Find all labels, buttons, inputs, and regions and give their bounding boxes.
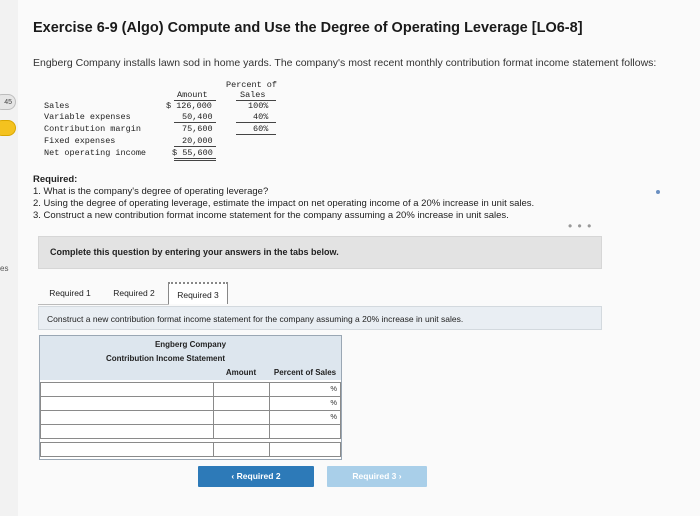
row-label: Contribution margin [44, 124, 141, 134]
percent-sign: % [330, 384, 337, 393]
row-percent-input[interactable] [269, 424, 341, 439]
row-amount-input[interactable] [213, 382, 270, 397]
tab-baseline [38, 304, 169, 305]
required-item-3: 3. Construct a new contribution format income statement for the company assuming a 20% increase in unit sales. [33, 210, 509, 221]
required-item-1: 1. What is the company's degree of operating leverage? [33, 186, 269, 197]
subtotal-rule [236, 122, 276, 123]
complete-prompt-box [38, 236, 602, 269]
company-name: Engberg Company [154, 340, 227, 349]
row-amount: 75,600 [182, 124, 213, 134]
next-required-button[interactable] [327, 466, 427, 487]
row-percent: 100% [248, 101, 269, 111]
required-item-2: 2. Using the degree of operating leverage, estimate the impact on net operating income of a 20% increase in unit sales. [33, 198, 535, 209]
col-header-label [40, 366, 213, 380]
row-percent-input[interactable] [269, 442, 341, 457]
tab-required-1[interactable]: Required 1 [49, 288, 91, 298]
complete-prompt-text: Complete this question by entering your answers in the tabs below. [50, 247, 339, 257]
sidebar-label: es [0, 264, 9, 273]
instruction-bar [38, 306, 602, 330]
exercise-intro: Engberg Company installs lawn sod in home yards. The company's most recent monthly contribution format income statement follows: [33, 57, 657, 69]
row-percent-input[interactable] [269, 410, 341, 425]
row-amount-input[interactable] [213, 410, 270, 425]
previous-label: Required 2 [236, 471, 281, 481]
previous-required-button[interactable] [198, 466, 314, 487]
row-percent-input[interactable] [269, 396, 341, 411]
row-percent: 40% [253, 112, 269, 122]
amount-header: Amount [177, 90, 208, 100]
required-section [33, 174, 534, 222]
chevron-left-icon: ‹ [231, 471, 235, 481]
row-amount: 20,000 [182, 136, 213, 146]
row-percent-input[interactable] [269, 382, 341, 397]
col-header-percent: Percent of Sales [269, 366, 341, 380]
row-label-input[interactable] [40, 442, 214, 457]
subtotal-rule [174, 122, 216, 123]
row-amount-input[interactable] [213, 396, 270, 411]
next-label: Required 3 [352, 471, 397, 481]
total-rule [174, 158, 216, 159]
tab-required-2[interactable]: Required 2 [113, 288, 155, 298]
statement-header [40, 336, 341, 366]
percent-sign: % [330, 412, 337, 421]
row-percent: 60% [253, 124, 269, 134]
row-label-input[interactable] [40, 396, 214, 411]
indicator-dot [656, 190, 660, 194]
question-nav-badge[interactable]: 45 [0, 94, 16, 110]
chevron-right-icon: › [398, 471, 402, 481]
left-sidebar-strip [0, 0, 18, 516]
percent-sign: % [330, 398, 337, 407]
row-amount: $ 55,600 [172, 148, 213, 158]
row-label: Net operating income [44, 148, 147, 158]
col-header-amount: Amount [213, 366, 269, 380]
row-amount: $ 126,000 [166, 101, 212, 111]
row-amount-input[interactable] [213, 424, 270, 439]
total-rule-double [174, 160, 216, 161]
tab-required-3[interactable]: Required 3 [168, 282, 228, 304]
statement-title: Contribution Income Statement [105, 354, 226, 363]
row-label-input[interactable] [40, 424, 214, 439]
row-label-input[interactable] [40, 382, 214, 397]
exercise-title: Exercise 6-9 (Algo) Compute and Use the Degree of Operating Leverage [LO6-8] [33, 20, 583, 36]
percent-header-line1: Percent of [226, 80, 278, 90]
more-options-icon[interactable]: • • • [568, 219, 593, 233]
row-label: Fixed expenses [44, 136, 116, 146]
percent-total-rule [236, 134, 276, 135]
row-label: Sales [44, 101, 70, 111]
row-label-input[interactable] [40, 410, 214, 425]
question-status-badge[interactable] [0, 120, 16, 136]
instruction-text: Construct a new contribution format income statement for the company assuming a 20% increase in unit sales. [47, 314, 464, 324]
answer-income-statement [39, 335, 342, 460]
row-amount: 50,400 [182, 112, 213, 122]
row-amount-input[interactable] [213, 442, 270, 457]
percent-header-line2: Sales [240, 90, 266, 100]
required-heading: Required: [33, 174, 78, 185]
subtotal-rule [174, 146, 216, 147]
row-label: Variable expenses [44, 112, 131, 122]
